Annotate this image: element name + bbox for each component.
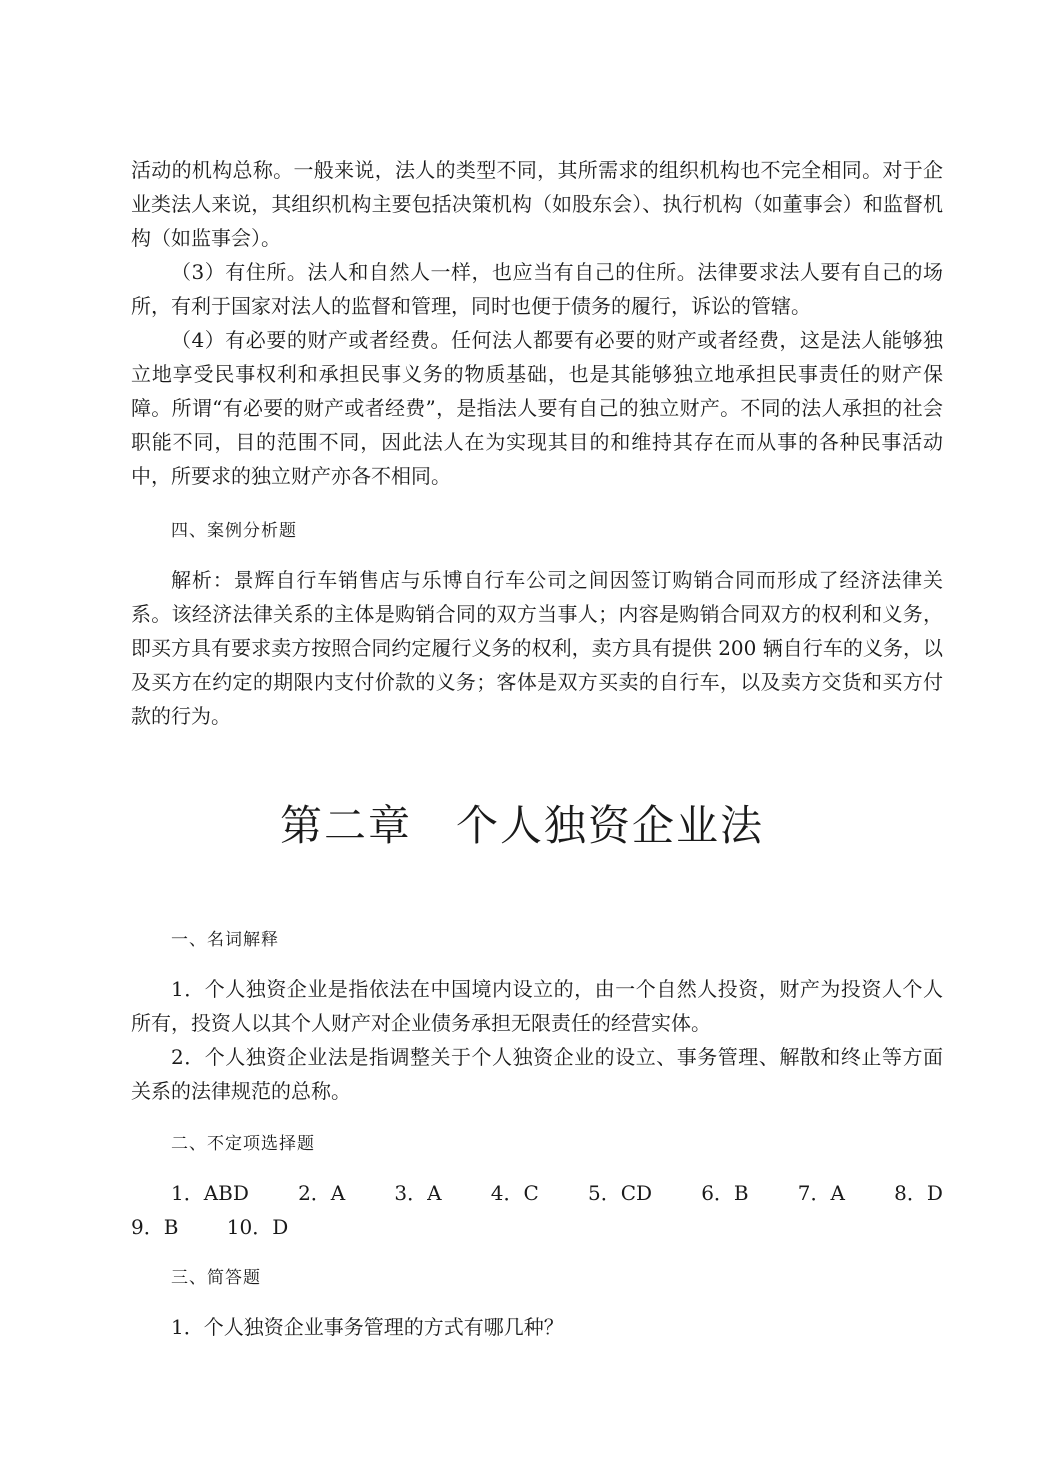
paragraph-property: （4）有必要的财产或者经费。任何法人都要有必要的财产或者经费，这是法人能够独立地享受民事权利和承担民事义务的物质基础，也是其能够独立地承担民事责任的财产保障。所谓“有必要的财产或者经费”，是指法人要有自己的独立财产。不同的法人承担的社会职能不同，目的范围不同，因此法人在为实现其目的和维持其存在而从事的各种民事活动中，所要求的独立财产亦各不相同。 xyxy=(131,328,943,488)
case-analysis: 解析：景辉自行车销售店与乐博自行车公司之间因签订购销合同而形成了经济法律关系。该经济法律关系的主体是购销合同的双方当事人；内容是购销合同双方的权利和义务，即买方具有要求卖方按照合同约定履行义务的权利，卖方具有提供 200 辆自行车的义务，以及买方在约定的期限内支付价款的义务；客体是双方买卖的自行车，以及卖方交货和买方付款的行为。 xyxy=(131,568,943,728)
term-item-2: 2．个人独资企业法是指调整关于个人独资企业的设立、事务管理、解散和终止等方面关系的法律规范的总称。 xyxy=(131,1045,943,1103)
answer: 6．B xyxy=(701,1181,749,1205)
choice-heading: 二、不定项选择题 xyxy=(171,1134,315,1154)
answer: 10．D xyxy=(226,1215,289,1239)
answer: 2．A xyxy=(298,1181,346,1205)
answer: 4．C xyxy=(490,1181,539,1205)
case-section xyxy=(131,517,943,733)
paragraph-residence: （3）有住所。法人和自然人一样，也应当有自己的住所。法律要求法人要有自己的场所，有利于国家对法人的监督和管理，同时也便于债务的履行，诉讼的管辖。 xyxy=(131,260,943,318)
short-answer-heading: 三、简答题 xyxy=(171,1268,261,1288)
term-item-1: 1．个人独资企业是指依法在中国境内设立的，由一个自然人投资，财产为投资人个人所有，投资人以其个人财产对企业债务承担无限责任的经营实体。 xyxy=(131,977,943,1035)
case-heading: 四、案例分析题 xyxy=(171,521,297,541)
section-legal-person xyxy=(131,153,943,493)
terms-heading: 一、名词解释 xyxy=(171,930,279,950)
chapter-title: 第二章 个人独资企业法 xyxy=(279,801,764,850)
answer: 3．A xyxy=(394,1181,442,1205)
answer: 7．A xyxy=(797,1181,845,1205)
short-answer-q1: 1．个人独资企业事务管理的方式有哪几种？ xyxy=(171,1315,564,1339)
answer: 8．D xyxy=(894,1181,943,1205)
answer: 5．CD xyxy=(587,1181,653,1205)
answer-row-1 xyxy=(131,1176,943,1210)
answer: 9．B xyxy=(131,1215,179,1239)
paragraph-continued: 活动的机构总称。一般来说，法人的类型不同，其所需求的组织机构也不完全相同。对于企业类法人来说，其组织机构主要包括决策机构（如股东会）、执行机构（如董事会）和监督机构（如监事会）。 xyxy=(131,158,943,250)
choice-section xyxy=(131,1130,943,1244)
answer-row-2 xyxy=(131,1210,943,1244)
terms-section xyxy=(131,926,943,1108)
answer: 1．ABD xyxy=(171,1181,249,1205)
short-answer-section xyxy=(131,1264,943,1344)
